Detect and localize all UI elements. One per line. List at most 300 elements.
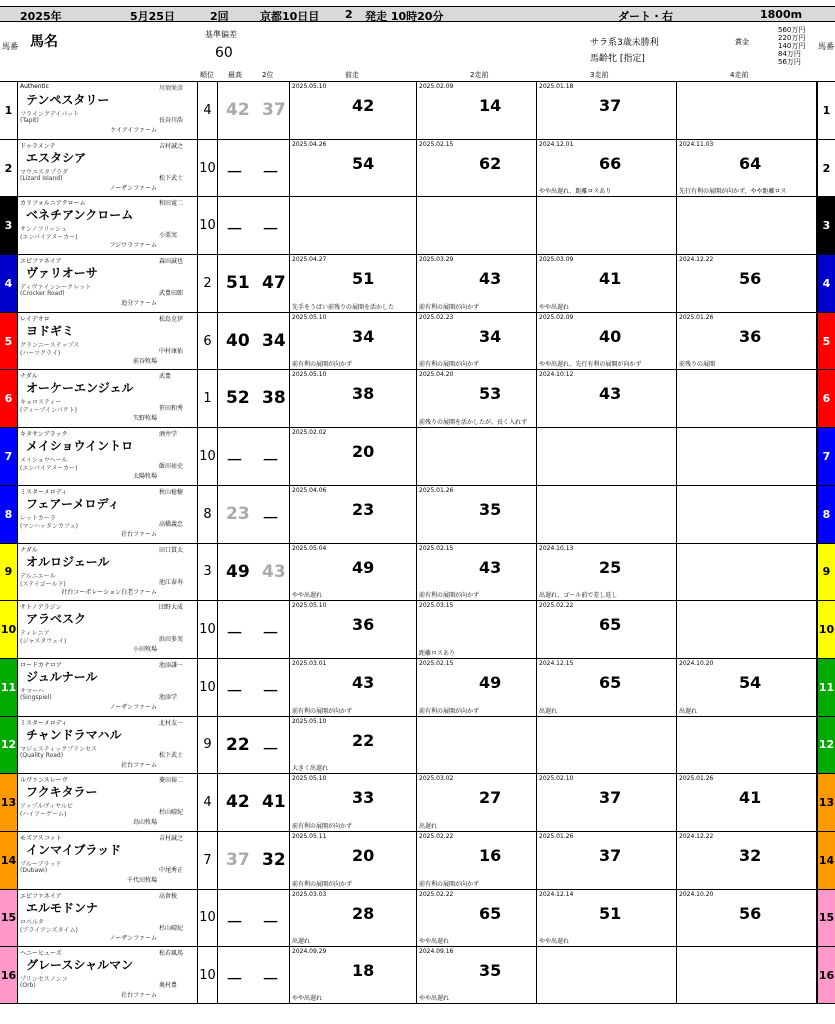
race-date: 2025.04.06 <box>292 486 327 494</box>
race-prev4[interactable] <box>677 659 817 716</box>
dam: ティレニア <box>20 630 50 638</box>
jockey: 団野大成 <box>159 604 184 612</box>
prev2-label: 2走前 <box>470 71 489 79</box>
breeder: フジワラファーム <box>109 242 157 250</box>
rank: 3 <box>198 544 218 601</box>
race-prev3 <box>537 428 677 485</box>
horse-row <box>0 773 835 831</box>
horse-number-right: 16 <box>817 947 835 1003</box>
race-prev4 <box>677 428 817 485</box>
race-rating: 37 <box>599 788 622 808</box>
race-date: 2025.03.01 <box>292 659 327 667</box>
second-score: 41 <box>262 792 286 813</box>
scores <box>218 140 290 197</box>
horse-row <box>0 196 835 254</box>
race-rating: 16 <box>479 845 502 865</box>
horse-info <box>18 717 198 774</box>
rank: 10 <box>198 428 218 485</box>
best-score: － <box>226 681 243 702</box>
horse-name[interactable]: インマイブラッド <box>26 842 122 857</box>
race-rating: 23 <box>352 499 375 519</box>
race-rating: 49 <box>479 672 502 692</box>
jockey: 松島克伊 <box>159 315 184 323</box>
dam: キョロスティー <box>20 399 62 407</box>
race-prev3[interactable] <box>537 774 677 831</box>
race-prev[interactable] <box>290 140 417 197</box>
rank: 4 <box>198 774 218 831</box>
scores <box>218 659 290 716</box>
sire: ルヴァンスレーヴ <box>20 777 68 785</box>
race-prev4 <box>677 82 817 139</box>
breeder: 社台ファーム <box>121 761 157 769</box>
prev-label: 前走 <box>345 71 359 79</box>
race-note: 前有利の展開が向かず <box>419 592 480 600</box>
right-number-label: 馬番 <box>818 42 834 51</box>
horse-name[interactable]: グレースシャルマン <box>26 958 134 973</box>
race-date: 2024.12.22 <box>679 832 714 840</box>
dam: ブルーブラッド <box>20 860 62 868</box>
best-score: 42 <box>226 100 250 120</box>
race-date: 2025.01.26 <box>539 832 574 840</box>
race-prev4 <box>677 544 817 601</box>
column-header <box>0 23 835 81</box>
scores <box>218 832 290 889</box>
jockey: 秋山稔樹 <box>159 488 184 496</box>
race-date: 2025.03.02 <box>419 775 454 783</box>
trainer: 中尾秀正 <box>159 866 184 874</box>
horse-number-left: 13 <box>0 774 18 831</box>
dam: デルニエール <box>20 572 56 580</box>
race-prev3 <box>537 486 677 543</box>
race-prev3[interactable] <box>537 82 677 139</box>
race-prev[interactable] <box>290 370 417 427</box>
race-rating: 43 <box>599 384 622 404</box>
race-date: 2025.04.26 <box>292 140 327 148</box>
race-note: やや出遅れ <box>539 938 570 946</box>
scores <box>218 890 290 947</box>
trainer: 松下武士 <box>159 751 184 759</box>
horse-number-left: 6 <box>0 370 18 427</box>
rank: 10 <box>198 140 218 197</box>
left-number-label: 馬番 <box>2 42 18 51</box>
race-prev3[interactable] <box>537 544 677 601</box>
horse-name[interactable]: メイショウイントロ <box>26 439 134 454</box>
horse-table <box>0 81 835 1004</box>
race-prev4[interactable] <box>677 774 817 831</box>
trainer: 長谷川浩 <box>159 117 184 124</box>
base-value: 60 <box>215 45 233 61</box>
trainer: 武豊田郎 <box>159 290 184 298</box>
prev4-label: 4走前 <box>730 71 749 79</box>
horse-number-right: 10 <box>817 601 835 658</box>
horse-number-left: 11 <box>0 659 18 716</box>
scores <box>218 486 290 543</box>
breeder: 前谷牧場 <box>132 357 157 365</box>
dam: レットカーラ <box>20 514 56 522</box>
second-score: 38 <box>262 388 286 409</box>
second-score: － <box>262 739 279 760</box>
race-prev2[interactable] <box>417 370 537 427</box>
horse-number-right: 12 <box>817 717 835 774</box>
race-rating: 18 <box>352 961 375 981</box>
race-note: やや出遅れ <box>419 995 450 1002</box>
race-prev3[interactable] <box>537 313 677 370</box>
horse-number-right: 2 <box>817 140 835 197</box>
broodmare-sire: (ブライアンズタイム) <box>20 926 78 934</box>
race-prev2[interactable] <box>417 82 537 139</box>
broodmare-sire: (マンハッタンカフェ) <box>20 522 78 530</box>
race-rating: 65 <box>479 903 502 923</box>
scores <box>218 601 290 658</box>
horse-row <box>0 658 835 716</box>
best-score: － <box>226 451 243 472</box>
base-label: 基準偏差 <box>205 30 237 39</box>
race-prev[interactable] <box>290 890 417 947</box>
second-score: 43 <box>262 561 286 582</box>
race-prev4[interactable] <box>677 313 817 370</box>
broodmare-sire: (エンパイアメーカー) <box>20 234 78 242</box>
race-rating: 43 <box>479 269 502 289</box>
second-score: － <box>262 220 279 241</box>
breeder: 太陽牧場 <box>132 473 157 481</box>
race-date: 2025.02.15 <box>419 659 454 667</box>
horse-name[interactable]: オーケーエンジェル <box>26 381 134 396</box>
breeder: ノーザンファーム <box>109 934 157 942</box>
race-prev4 <box>677 947 817 1003</box>
race-prev[interactable] <box>290 774 417 831</box>
race-date: 2025.02.15 <box>419 140 454 148</box>
venue: 京都10日目 <box>260 10 320 23</box>
race-rating: 34 <box>352 326 375 346</box>
horse-info <box>18 140 198 197</box>
second-score: － <box>262 912 279 933</box>
sire: ロードカナロア <box>20 661 62 669</box>
horse-number-left: 4 <box>0 255 18 312</box>
horse-number-right: 7 <box>817 428 835 485</box>
horse-name[interactable]: アラベスク <box>26 612 87 627</box>
race-date: 2025.05.10 <box>292 313 327 321</box>
race-date: 2024.12.14 <box>539 890 574 898</box>
rank: 9 <box>198 717 218 774</box>
race-prev2[interactable] <box>417 947 537 1003</box>
race-date: 2025.02.22 <box>419 832 454 840</box>
jockey: 和田竜二 <box>159 200 184 208</box>
trainer: 高橋義忠 <box>159 520 184 528</box>
dam: マウユスタプラダ <box>20 168 68 176</box>
race-prev[interactable] <box>290 82 417 139</box>
race-note: 前有利の展開が向かず <box>419 880 480 888</box>
horse-row <box>0 831 835 889</box>
race-prev2[interactable] <box>417 659 537 716</box>
race-prev[interactable] <box>290 659 417 716</box>
race-rating: 25 <box>599 557 622 577</box>
horse-number-right: 5 <box>817 313 835 370</box>
race-note: やや出遅れ <box>539 303 570 311</box>
race-prev2[interactable] <box>417 486 537 543</box>
dam: マジェスティックプリンセス <box>20 745 98 753</box>
race-date: 2025.05.11 <box>292 832 327 840</box>
race-prev3[interactable] <box>537 255 677 312</box>
horse-name[interactable]: ヴァリオーサ <box>26 266 98 281</box>
breeder: 矢野牧場 <box>132 415 157 423</box>
race-rating: 42 <box>352 96 375 115</box>
sire: ドゥラメンテ <box>20 142 56 150</box>
horse-name[interactable]: オルロジェール <box>26 554 110 569</box>
broodmare-sire: (Lizard Island) <box>20 174 63 182</box>
rank: 10 <box>198 197 218 254</box>
race-number: 2 <box>345 8 353 21</box>
scores <box>218 313 290 370</box>
race-rating: 36 <box>352 615 375 635</box>
horse-info <box>18 544 198 601</box>
trainer: 松下武士 <box>159 174 184 182</box>
race-note: 出遅れ <box>679 707 698 715</box>
race-prev[interactable] <box>290 255 417 312</box>
race-date: 2025.02.02 <box>292 429 327 437</box>
horse-name[interactable]: チャンドラマハル <box>26 727 122 742</box>
race-prev3[interactable] <box>537 140 677 197</box>
horse-number-right: 11 <box>817 659 835 716</box>
horse-row <box>0 427 835 485</box>
race-rating: 20 <box>352 845 375 865</box>
race-prev[interactable] <box>290 947 417 1003</box>
sire: カリフォルニアクローム <box>20 200 86 208</box>
second-score: － <box>262 451 279 472</box>
rank: 10 <box>198 947 218 1003</box>
second-score: 34 <box>262 330 286 351</box>
race-prev[interactable] <box>290 486 417 543</box>
horse-row <box>0 254 835 312</box>
broodmare-sire: (ジャスタウェイ) <box>20 638 67 646</box>
trainer: 中村康佑 <box>159 347 184 355</box>
race-prev[interactable] <box>290 428 417 485</box>
horse-number-left: 1 <box>0 82 18 139</box>
race-prev2[interactable] <box>417 255 537 312</box>
trainer: 浜田多実 <box>159 636 184 644</box>
race-prev[interactable] <box>290 717 417 774</box>
breeder: 千代田牧場 <box>126 876 157 884</box>
breeder: 社台ファーム <box>121 530 157 538</box>
horse-row <box>0 81 835 139</box>
horse-name[interactable]: ベネチアンクローム <box>26 208 134 223</box>
race-date: 2025.05.10 <box>292 83 327 90</box>
race-prev <box>290 197 417 254</box>
sire: サトノアラジン <box>20 604 62 612</box>
race-prev2[interactable] <box>417 890 537 947</box>
race-note: 出遅れ <box>419 822 438 830</box>
race-prev4[interactable] <box>677 832 817 889</box>
rank: 10 <box>198 601 218 658</box>
horse-number-right: 3 <box>817 197 835 254</box>
horse-name[interactable]: ジュルナール <box>26 669 98 684</box>
race-date: 2025.04.27 <box>292 256 327 264</box>
race-date: 2024.12.15 <box>539 659 574 667</box>
horse-number-right: 14 <box>817 832 835 889</box>
best-score: － <box>226 162 243 183</box>
race-prev3[interactable] <box>537 601 677 658</box>
rank: 1 <box>198 370 218 427</box>
distance: 1800m <box>760 8 803 21</box>
dam: サンノフリッシュ <box>20 226 67 234</box>
horse-number-left: 9 <box>0 544 18 601</box>
horse-number-right: 8 <box>817 486 835 543</box>
race-rating: 51 <box>599 903 622 923</box>
scores <box>218 255 290 312</box>
race-date: 2025.02.10 <box>539 775 574 783</box>
second-score: 37 <box>262 100 286 120</box>
broodmare-sire: (Tapit) <box>20 117 39 124</box>
horse-info <box>18 486 198 543</box>
race-prev3[interactable] <box>537 890 677 947</box>
race-date: 2024.10.12 <box>539 371 574 379</box>
race-prev[interactable] <box>290 601 417 658</box>
jockey: 北村友一 <box>159 719 184 727</box>
race-rating: 22 <box>352 730 375 750</box>
race-date: 2025.02.15 <box>419 544 454 552</box>
race-prev2[interactable] <box>417 313 537 370</box>
breeder: 社台コーポレーション白老ファーム <box>61 588 157 596</box>
horse-number-left: 2 <box>0 140 18 197</box>
rank: 8 <box>198 486 218 543</box>
best-score: － <box>226 624 243 645</box>
race-prev4[interactable] <box>677 140 817 197</box>
race-prev2[interactable] <box>417 601 537 658</box>
race-date: 2024.12.22 <box>679 256 714 264</box>
horse-name[interactable]: エルモドンナ <box>26 900 99 915</box>
horse-name[interactable]: ヨドギミ <box>26 323 75 338</box>
race-prev[interactable] <box>290 544 417 601</box>
breeder: ノーザンファーム <box>109 184 157 192</box>
race-note: 出遅れ、ゴール前で差し返し <box>539 592 618 600</box>
rank: 6 <box>198 313 218 370</box>
sire: モズアスコット <box>20 834 62 842</box>
race-prev2[interactable] <box>417 544 537 601</box>
scores <box>218 717 290 774</box>
rank: 10 <box>198 659 218 716</box>
race-prev2[interactable] <box>417 774 537 831</box>
breeder: ノーザンファーム <box>109 703 157 711</box>
breeder: 鳥山牧場 <box>132 819 157 827</box>
race-rating: 62 <box>479 153 502 173</box>
race-prev2[interactable] <box>417 832 537 889</box>
best-score: 37 <box>226 849 250 870</box>
horse-number-right: 13 <box>817 774 835 831</box>
race-rating: 14 <box>479 96 502 115</box>
horse-name[interactable]: フェアーメロディ <box>26 496 120 511</box>
race-date: 2025.02.09 <box>419 83 454 90</box>
horse-row <box>0 543 835 601</box>
horse-info <box>18 82 198 139</box>
horse-number-left: 15 <box>0 890 18 947</box>
race-rating: 66 <box>599 153 622 173</box>
race-rating: 53 <box>479 384 502 404</box>
horse-row <box>0 312 835 370</box>
race-rating: 43 <box>352 672 375 692</box>
horse-name[interactable]: フクキタラー <box>26 785 98 800</box>
second-score: － <box>262 970 279 991</box>
race-date: 2025.03.15 <box>419 602 454 610</box>
race-note: 距離ロスあり <box>419 649 456 657</box>
broodmare-sire: (Crocker Road) <box>20 290 65 298</box>
race-note: 出遅れ <box>292 938 311 946</box>
race-rating: 38 <box>352 384 375 404</box>
race-rating: 51 <box>352 269 375 289</box>
best-score: 49 <box>226 561 250 582</box>
trainer: 奥村豊 <box>159 982 178 990</box>
broodmare-sire: (ステイゴールド) <box>20 580 66 588</box>
prize-1: 560万円 <box>778 26 806 34</box>
second-score: － <box>262 624 279 645</box>
race-prev3[interactable] <box>537 370 677 427</box>
rank: 2 <box>198 255 218 312</box>
race-note: やや出遅れ、距離ロスあり <box>539 188 612 196</box>
race-date: 2025.03.09 <box>539 256 574 264</box>
race-date: 2025.05.04 <box>292 544 327 552</box>
race-prev[interactable] <box>290 832 417 889</box>
prize-3: 140万円 <box>778 42 806 50</box>
race-rating: 41 <box>599 269 622 289</box>
race-prev4[interactable] <box>677 255 817 312</box>
race-date: 2025.04.20 <box>419 371 454 379</box>
jockey: 松若風馬 <box>159 950 184 958</box>
rank: 7 <box>198 832 218 889</box>
race-prev4 <box>677 486 817 543</box>
dam: ディヴァインシークレット <box>20 284 92 292</box>
race-rating: 64 <box>739 153 762 173</box>
best-score: 40 <box>226 330 250 351</box>
race-rating: 56 <box>739 269 762 289</box>
race-prev[interactable] <box>290 313 417 370</box>
race-prev4[interactable] <box>677 890 817 947</box>
trainer: 池江泰寿 <box>159 578 184 586</box>
race-prev2 <box>417 428 537 485</box>
horse-name[interactable]: テンペスタリー <box>26 93 110 107</box>
race-note: 前有利の展開が向かず <box>292 361 353 369</box>
second-score: 32 <box>262 849 286 870</box>
breeder: 社台ファーム <box>121 992 157 1000</box>
horse-name[interactable]: エスタシア <box>26 150 87 165</box>
race-rating: 27 <box>479 788 502 808</box>
rank: 4 <box>198 82 218 139</box>
horse-info <box>18 255 198 312</box>
second-score: － <box>262 162 279 183</box>
scores <box>218 947 290 1003</box>
best-score: 42 <box>226 792 250 813</box>
best-score: 51 <box>226 273 250 294</box>
jockey: 菱田裕二 <box>159 777 184 785</box>
race-prev3[interactable] <box>537 832 677 889</box>
jockey: 川須栄彦 <box>159 85 184 92</box>
track: ダート・右 <box>618 10 673 23</box>
race-prev4 <box>677 197 817 254</box>
race-prev3[interactable] <box>537 659 677 716</box>
best-score: － <box>226 220 243 241</box>
dam: サマーハ <box>20 687 44 695</box>
horse-number-left: 8 <box>0 486 18 543</box>
race-prev2 <box>417 717 537 774</box>
dam: プリンセスノンコ <box>20 976 68 984</box>
race-date: 2025.03.29 <box>419 256 454 264</box>
dam: アップルヴィヤルビ <box>20 803 73 811</box>
dam: ロベルタ <box>20 918 44 926</box>
prize-5: 56万円 <box>778 58 801 66</box>
horse-number-right: 9 <box>817 544 835 601</box>
race-prev2[interactable] <box>417 140 537 197</box>
race-date: 2025.01.18 <box>539 83 574 90</box>
horse-row <box>0 889 835 947</box>
jockey: 田口貫太 <box>159 546 184 554</box>
race-date: 2025.02.22 <box>539 602 574 610</box>
